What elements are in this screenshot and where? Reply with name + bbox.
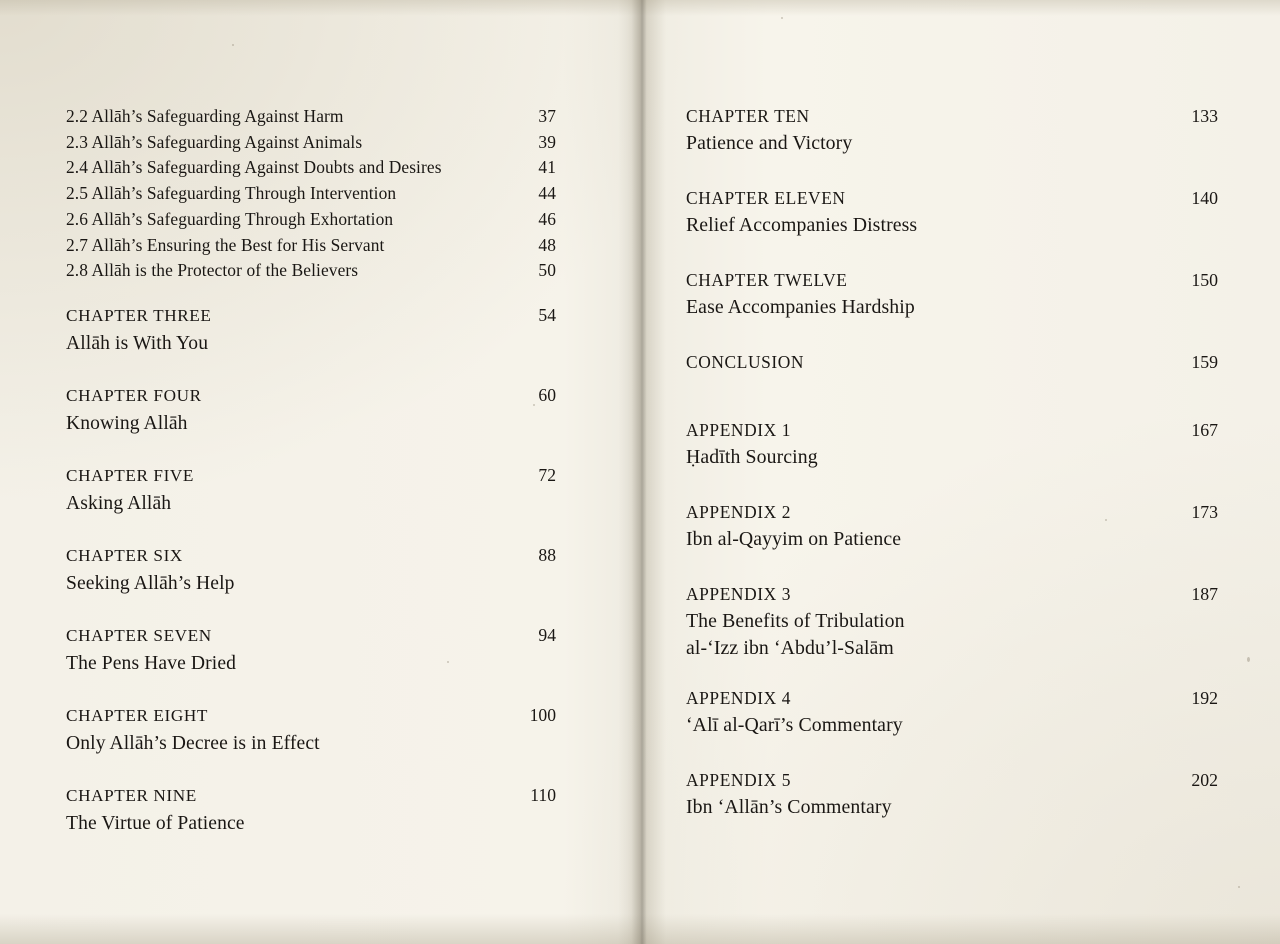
spacer (66, 284, 570, 303)
toc-appendix-title: Ibn al-Qayyim on Patience (686, 528, 902, 550)
toc-subentry-page: 48 (538, 234, 556, 255)
toc-chapter-head (686, 686, 1220, 710)
toc-appendix-page: 187 (1191, 584, 1218, 604)
toc-appendix-label: APPENDIX 5 (686, 770, 792, 790)
toc-chapter-page: 110 (530, 784, 556, 805)
toc-chapter-label: CHAPTER EIGHT (66, 705, 208, 725)
toc-chapter-entry[interactable] (686, 104, 1220, 157)
toc-chapter-head (66, 543, 570, 568)
toc-appendix-entry[interactable] (686, 686, 1220, 739)
toc-subentry-title: 2.4 Allāh’s Safeguarding Against Doubts and Desires (66, 157, 442, 178)
toc-appendix-page: 173 (1191, 502, 1218, 522)
toc-appendix-title: Ḥadīth Sourcing (686, 446, 818, 468)
toc-subentry-list (66, 104, 570, 284)
toc-chapter-head (686, 768, 1220, 792)
toc-chapter-label: CHAPTER THREE (66, 305, 212, 325)
toc-chapter-entry[interactable] (66, 543, 570, 597)
toc-subentry-title: 2.5 Allāh’s Safeguarding Through Intervention (66, 183, 397, 204)
toc-chapter-page: 159 (1191, 352, 1218, 372)
toc-chapter-label: CHAPTER ELEVEN (686, 188, 846, 208)
toc-chapter-label: CHAPTER SEVEN (66, 625, 212, 645)
toc-chapter-label: CHAPTER FIVE (66, 465, 194, 485)
toc-appendix-label: APPENDIX 3 (686, 584, 792, 604)
toc-chapter-page: 133 (1191, 106, 1218, 126)
toc-chapter-head (66, 303, 570, 328)
toc-subentry-page: 41 (538, 157, 556, 178)
toc-chapter-entry[interactable] (66, 623, 570, 677)
toc-appendix-label: APPENDIX 4 (686, 688, 792, 708)
toc-chapter-title: The Pens Have Dried (66, 652, 237, 674)
toc-chapter-title: Allāh is With You (66, 332, 209, 354)
toc-subentry[interactable] (66, 104, 570, 130)
toc-chapter-head (686, 418, 1220, 442)
toc-chapter-head (686, 500, 1220, 524)
toc-subentry-page: 39 (538, 131, 556, 152)
toc-subentry-page: 37 (538, 106, 556, 126)
toc-chapter-label: CHAPTER TWELVE (686, 270, 848, 290)
toc-chapter-label: CHAPTER TEN (686, 106, 810, 126)
toc-subentry[interactable] (66, 181, 570, 207)
toc-chapter-head (66, 703, 570, 728)
toc-appendix-entry[interactable] (686, 582, 1220, 662)
toc-chapter-head (66, 383, 570, 408)
toc-subentry-title: 2.7 Allāh’s Ensuring the Best for His Servant (66, 234, 385, 255)
toc-chapter-entry[interactable] (66, 303, 570, 357)
toc-chapter-entry[interactable] (66, 783, 570, 837)
toc-chapter-head (66, 623, 570, 648)
toc-appendix-subtitle: al-ʻIzz ibn ʻAbdu’l-Salām (686, 637, 894, 659)
toc-conclusion-entry[interactable] (686, 350, 1220, 374)
toc-chapter-title: Patience and Victory (686, 132, 853, 154)
toc-subentry[interactable] (66, 130, 570, 156)
toc-appendix-page: 167 (1191, 420, 1218, 440)
toc-subentry[interactable] (66, 258, 570, 284)
toc-subentry-page: 50 (538, 260, 556, 281)
toc-chapter-entry[interactable] (66, 463, 570, 517)
toc-chapter-entry[interactable] (66, 383, 570, 437)
toc-chapter-head (686, 350, 1220, 374)
toc-chapter-title: Knowing Allāh (66, 412, 188, 434)
toc-chapter-head (66, 783, 570, 808)
toc-subentry-title: 2.6 Allāh’s Safeguarding Through Exhortation (66, 208, 394, 229)
toc-chapter-entry[interactable] (686, 268, 1220, 321)
toc-chapter-page: 60 (538, 384, 556, 405)
toc-subentry[interactable] (66, 155, 570, 181)
toc-subentry-page: 44 (538, 183, 556, 204)
toc-appendix-title: The Benefits of Tribulation (686, 610, 905, 632)
toc-chapter-label: CONCLUSION (686, 352, 805, 372)
toc-chapter-title: The Virtue of Patience (66, 812, 245, 834)
toc-chapter-page: 72 (538, 464, 556, 485)
toc-chapter-head (686, 186, 1220, 210)
toc-appendix-entry[interactable] (686, 768, 1220, 821)
toc-chapter-entry[interactable] (66, 703, 570, 757)
toc-appendix-title: Ibn ʻAllān’s Commentary (686, 796, 892, 818)
toc-chapter-head (66, 463, 570, 488)
toc-chapter-head (686, 268, 1220, 292)
toc-chapter-title: Ease Accompanies Hardship (686, 296, 915, 318)
toc-appendix-page: 202 (1191, 770, 1218, 790)
toc-subentry-page: 46 (538, 208, 556, 229)
toc-chapter-page: 54 (538, 304, 556, 325)
toc-appendix-entry[interactable] (686, 500, 1220, 553)
toc-chapter-title: Relief Accompanies Distress (686, 214, 918, 236)
toc-subentry-title: 2.3 Allāh’s Safeguarding Against Animals (66, 131, 363, 152)
toc-subentry-title: 2.8 Allāh is the Protector of the Believers (66, 260, 359, 281)
toc-chapter-page: 150 (1191, 270, 1218, 290)
toc-appendix-entry[interactable] (686, 418, 1220, 471)
toc-chapter-label: CHAPTER FOUR (66, 385, 202, 405)
toc-subentry[interactable] (66, 233, 570, 259)
toc-chapter-page: 88 (538, 544, 556, 565)
toc-subentry[interactable] (66, 207, 570, 233)
toc-chapter-entry[interactable] (686, 186, 1220, 239)
toc-appendix-title: ʻAlī al-Qarī’s Commentary (686, 714, 903, 736)
toc-chapter-page: 94 (538, 624, 556, 645)
toc-chapter-title: Asking Allāh (66, 492, 172, 514)
toc-appendix-page: 192 (1191, 688, 1218, 708)
toc-appendix-label: APPENDIX 2 (686, 502, 792, 522)
right-page (640, 0, 1280, 944)
toc-chapter-head (686, 582, 1220, 606)
toc-chapter-title: Seeking Allāh’s Help (66, 572, 235, 594)
toc-chapter-page: 100 (529, 704, 556, 725)
toc-chapter-title: Only Allāh’s Decree is in Effect (66, 732, 320, 754)
toc-chapter-page: 140 (1191, 188, 1218, 208)
toc-chapter-label: CHAPTER SIX (66, 545, 183, 565)
toc-appendix-label: APPENDIX 1 (686, 420, 792, 440)
toc-chapter-label: CHAPTER NINE (66, 785, 197, 805)
toc-chapter-head (686, 104, 1220, 128)
toc-subentry-title: 2.2 Allāh’s Safeguarding Against Harm (66, 106, 344, 126)
